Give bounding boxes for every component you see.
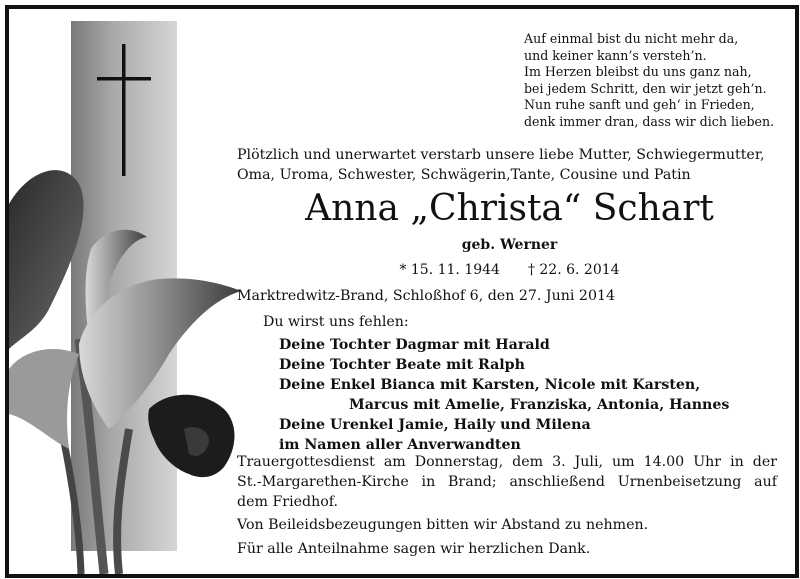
poem-line: und keiner kann’s versteh’n. (524, 47, 707, 63)
relative-line: Deine Tochter Dagmar mit Harald (279, 337, 550, 353)
service-word: Trauergottesdienst (237, 454, 375, 470)
service-word: der (752, 454, 777, 470)
maiden-name: geb. Werner (461, 237, 558, 253)
relative-line: Deine Enkel Bianca mit Karsten, Nicole mit Karsten, (279, 377, 701, 393)
service-word: dem (512, 454, 544, 470)
intro-text (237, 145, 765, 185)
cross-icon (97, 44, 151, 176)
service-word: 14.00 (643, 454, 685, 470)
relative-line: Deine Urenkel Jamie, Haily und Milena (279, 417, 591, 433)
missed-heading: Du wirst uns fehlen: (263, 314, 409, 330)
calla-lily-illustration (9, 9, 249, 574)
service-word: Urnenbeisetzung (617, 474, 742, 490)
thanks-note: Für alle Anteilnahme sagen wir herzlichen Dank. (237, 541, 591, 557)
service-word: in (730, 454, 744, 470)
funeral-service-text (237, 452, 777, 512)
service-word: anschließend (509, 474, 605, 490)
relative-line: im Namen aller Anverwandten (279, 437, 521, 453)
service-word: Juli, (574, 454, 604, 470)
service-word: Brand; (448, 474, 497, 490)
service-line (237, 452, 777, 472)
service-line: dem Friedhof. (237, 494, 339, 510)
service-word: 3. (552, 454, 566, 470)
service-word: St.-Margarethen-Kirche (237, 474, 409, 490)
poem-line: Nun ruhe sanft und geh‘ in Frieden, (524, 97, 755, 113)
poem-line: Auf einmal bist du nicht mehr da, (524, 31, 739, 46)
death-date: † 22. 6. 2014 (527, 262, 620, 278)
service-word: in (421, 474, 436, 490)
relatives-list (279, 335, 729, 455)
poem-line: bei jedem Schritt, den wir jetzt geh’n. (524, 80, 767, 96)
service-word: am (383, 454, 406, 470)
obituary-frame (5, 5, 799, 578)
service-word: Donnerstag, (414, 454, 504, 470)
poem-line: denk immer dran, dass wir dich lieben. (524, 113, 775, 129)
life-dates (237, 262, 782, 278)
deceased-name: Anna „Christa“ Schart (305, 188, 714, 229)
relative-line: Deine Tochter Beate mit Ralph (279, 357, 525, 373)
service-word: um (612, 454, 635, 470)
birth-date: * 15. 11. 1944 (399, 262, 500, 278)
service-word: Uhr (693, 454, 722, 470)
poem-line: Im Herzen bleibst du uns ganz nah, (524, 64, 752, 80)
poem (524, 31, 786, 131)
intro-line: Plötzlich und unerwartet verstarb unsere liebe Mutter, Schwiegermutter, (237, 147, 765, 163)
condolence-note: Von Beileidsbezeugungen bitten wir Abstand zu nehmen. (237, 517, 649, 533)
place-and-date: Marktredwitz-Brand, Schloßhof 6, den 27. Juni 2014 (237, 288, 616, 304)
relative-line: Marcus mit Amelie, Franziska, Antonia, Hannes (349, 397, 730, 413)
service-line (237, 472, 777, 492)
service-word: auf (754, 474, 777, 490)
intro-line: Oma, Uroma, Schwester, Schwägerin,Tante, Cousine und Patin (237, 167, 691, 183)
